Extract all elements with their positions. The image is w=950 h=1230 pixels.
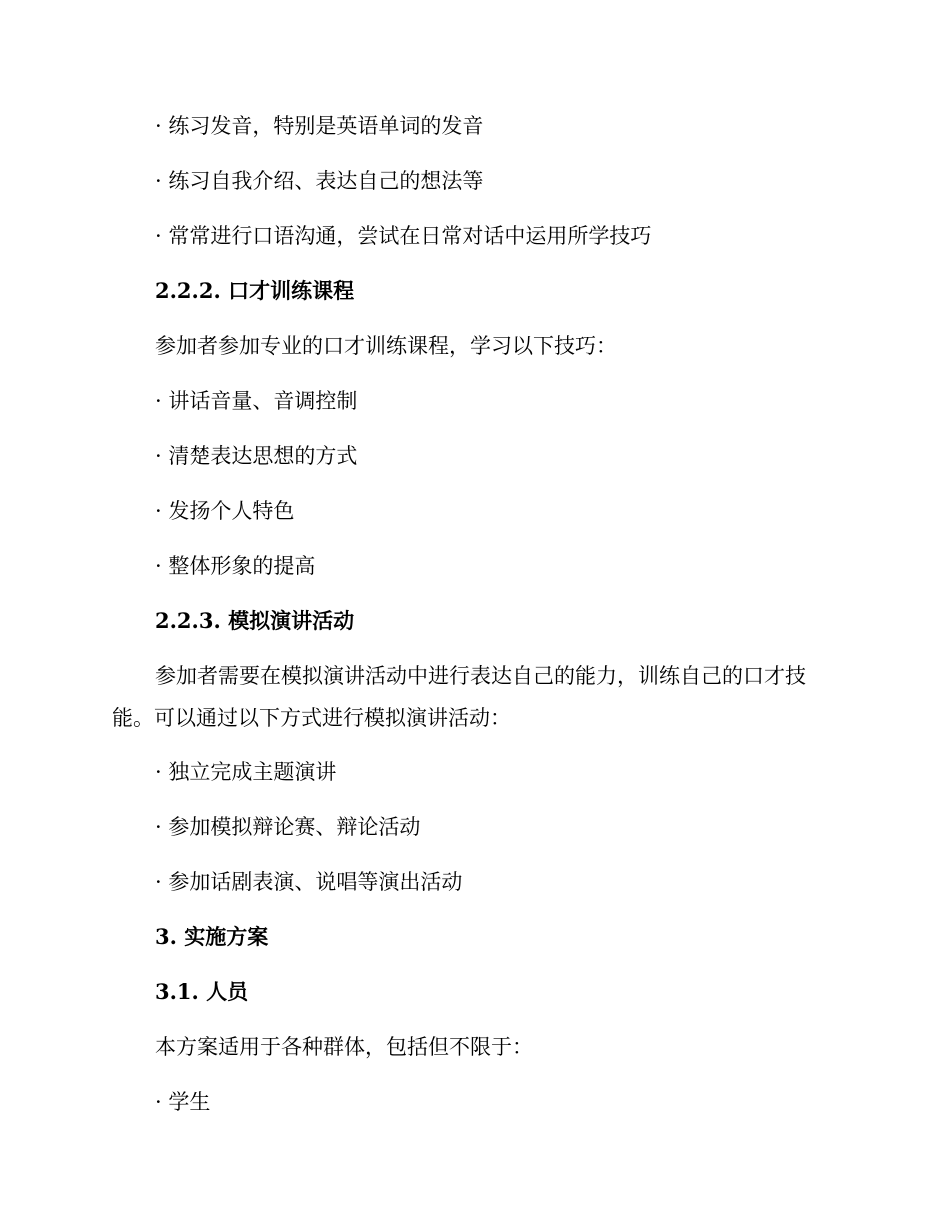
bullet-item: · 学生 — [155, 1090, 211, 1114]
bullet-item: · 常常进行口语沟通，尝试在日常对话中运用所学技巧 — [155, 224, 652, 248]
bullet-item: · 独立完成主题演讲 — [155, 760, 337, 784]
section-heading-3: 3. 实施方案 — [155, 924, 269, 949]
paragraph-line-1: 参加者需要在模拟演讲活动中进行表达自己的能力，训练自己的口才技 — [155, 664, 806, 688]
bullet-item: · 讲话音量、音调控制 — [155, 389, 358, 413]
paragraph-line-2: 能。可以通过以下方式进行模拟演讲活动： — [112, 706, 511, 730]
paragraph: 本方案适用于各种群体，包括但不限于： — [155, 1035, 533, 1059]
paragraph: 参加者参加专业的口才训练课程，学习以下技巧： — [155, 334, 617, 358]
section-heading-2-2-3: 2.2.3. 模拟演讲活动 — [155, 608, 355, 633]
bullet-item: · 练习自我介绍、表达自己的想法等 — [155, 169, 484, 193]
section-heading-2-2-2: 2.2.2. 口才训练课程 — [155, 278, 355, 303]
section-heading-3-1: 3.1. 人员 — [155, 979, 249, 1004]
bullet-item: · 整体形象的提高 — [155, 554, 316, 578]
bullet-item: · 参加话剧表演、说唱等演出活动 — [155, 870, 463, 894]
bullet-item: · 发扬个人特色 — [155, 499, 295, 523]
bullet-item: · 参加模拟辩论赛、辩论活动 — [155, 815, 421, 839]
bullet-item: · 练习发音，特别是英语单词的发音 — [155, 114, 484, 138]
bullet-item: · 清楚表达思想的方式 — [155, 444, 358, 468]
